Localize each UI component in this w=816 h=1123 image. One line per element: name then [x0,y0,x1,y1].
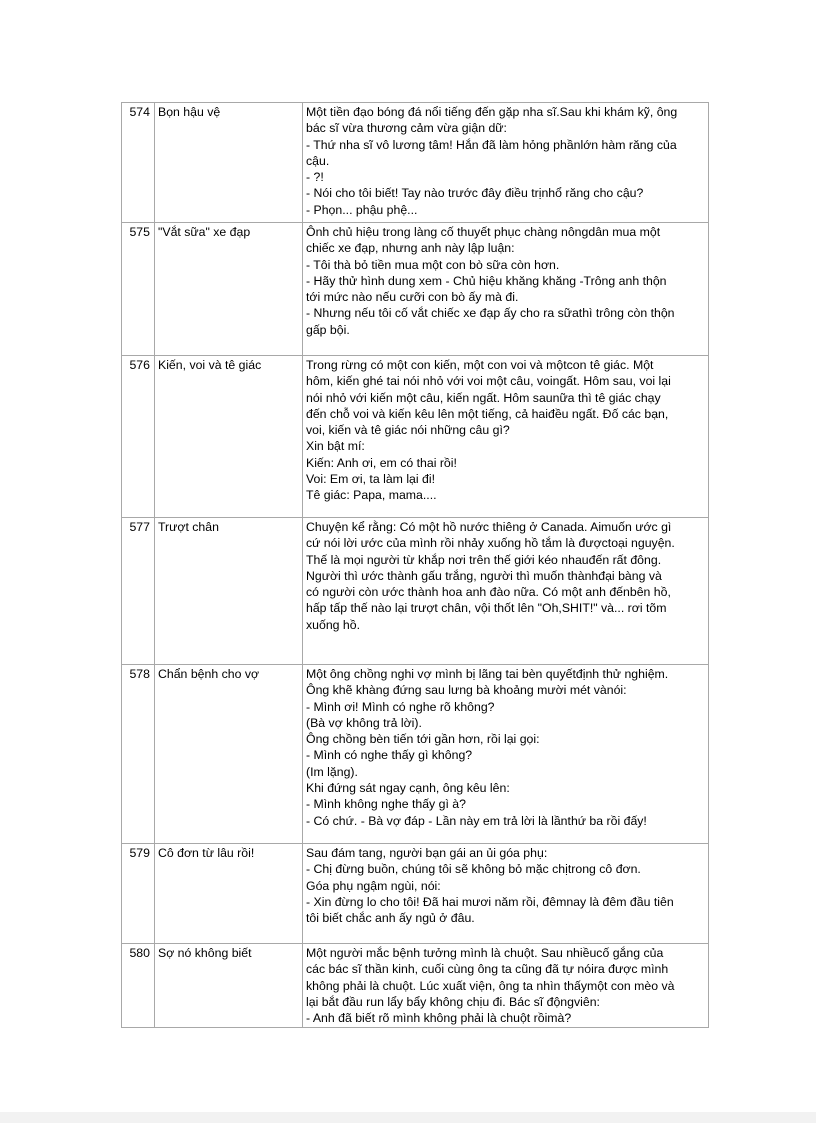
body-line: Ônh chủ hiệu trong làng cố thuyết phục chàng nôngdân mua một [306,225,661,239]
body-line: - Nói cho tôi biết! Tay nào trước đây điều trịnhổ răng cho cậu? [306,186,644,201]
entry-title: Chẩn bệnh cho vợ [155,665,303,844]
entry-title: Sợ nó không biết [155,944,303,1028]
entry-title: "Vắt sữa" xe đạp [155,223,303,356]
table-row [122,223,709,356]
entry-number: 579 [122,844,155,944]
body-line: Khi đứng sát ngay cạnh, ông kêu lên: [306,781,510,796]
body-line: - Thứ nha sĩ vô lương tâm! Hắn đã làm hỏng phầnlớn hàm răng của [306,137,677,152]
body-line: không phải là chuột. Lúc xuất viện, ông ta nhìn thấymột con mèo và [306,978,675,993]
body-line: lại bắt đầu run lẩy bẩy không chịu đi. Bác sĩ độngviên: [306,994,600,1009]
jokes-table [121,102,709,1028]
table-body [122,103,709,1028]
body-line: chiếc xe đạp, nhưng anh này lập luận: [306,241,515,256]
body-line: - Phọn... phậu phệ... [306,202,418,217]
body-line: Thế là mọi người từ khắp nơi trên thế giới kéo nhauđến rất đông. [306,552,662,567]
body-line: đến chỗ voi và kiến kêu lên một tiếng, cả haiđều ngất. Đố các bạn, [306,406,669,421]
body-line: - Hãy thử hình dung xem - Chủ hiệu khăng khăng -Trông anh thộn [306,273,667,288]
body-line: (Bà vợ không trả lời). [306,715,422,730]
entry-body [303,844,709,944]
body-line: xuống hồ. [306,617,361,632]
page-bottom-edge [0,1112,816,1123]
body-line: Xin bật mí: [306,439,365,454]
entry-number: 575 [122,223,155,356]
body-line: - Chị đừng buồn, chúng tôi sẽ không bỏ mặc chịtrong cô đơn. [306,862,641,877]
entry-body [303,356,709,518]
body-line: - Mình không nghe thấy gì à? [306,797,466,812]
body-line: - Xin đừng lo cho tôi! Đã hai mươi năm rồi, đêmnay là đêm đầu tiên [306,894,674,909]
entry-body [303,665,709,844]
body-line: - Anh đã biết rõ mình không phải là chuột rồimà? [306,1011,572,1026]
table-row [122,844,709,944]
body-line: Ông khẽ khàng đứng sau lưng bà khoảng mười mét vànói: [306,683,627,698]
body-line: Chuyện kể rằng: Có một hồ nước thiêng ở Canada. Aimuốn ước gì [306,520,672,534]
body-line: Một người mắc bệnh tưởng mình là chuột. Sau nhiềucố gắng của [306,946,664,960]
table-row [122,665,709,844]
body-line: hấp tấp thế nào lại trượt chân, vội thốt lên "Oh,SHIT!" và... rơi tõm [306,601,667,616]
body-line: Người thì ước thành gấu trắng, người thì muốn thànhđại bàng và [306,568,662,583]
body-line: Một ông chồng nghi vợ mình bị lãng tai bèn quyếtđịnh thử nghiệm. [306,667,669,681]
entry-title: Kiến, voi và tê giác [155,356,303,518]
entry-body [303,223,709,356]
body-line: - ?! [306,170,324,185]
entry-body [303,518,709,665]
body-line: - Mình có nghe thấy gì không? [306,748,473,763]
body-line: voi, kiến và tê giác nói những câu gì? [306,423,510,438]
entry-body [303,944,709,1028]
table-row [122,518,709,665]
body-line: cứ nói lời ước của mình rồi nhảy xuống hồ tắm là đượctoại nguyện. [306,536,675,551]
body-line: hôm, kiến ghé tai nói nhỏ với voi một câu, voingất. Hôm sau, voi lại [306,374,671,389]
entry-title: Cô đơn từ lâu rồi! [155,844,303,944]
entry-body [303,103,709,223]
table-row [122,103,709,223]
body-line: gấp bội. [306,322,350,337]
body-line: Một tiền đạo bóng đá nổi tiếng đến gặp nha sĩ.Sau khi khám kỹ, ông [306,105,678,119]
body-line: tôi biết chắc anh ấy ngủ ở đâu. [306,911,475,926]
body-line: Kiến: Anh ơi, em có thai rồi! [306,455,457,470]
entry-number: 577 [122,518,155,665]
body-line: Ông chồng bèn tiến tới gần hơn, rồi lại gọi: [306,732,540,747]
body-line: Sau đám tang, người bạn gái an ủi góa phụ: [306,846,548,860]
entry-title: Bọn hậu vệ [155,103,303,223]
entry-number: 580 [122,944,155,1028]
entry-title: Trượt chân [155,518,303,665]
body-line: có người còn ước thành hoa anh đào nữa. Có một anh đếnbên hồ, [306,585,671,600]
body-line: - Mình ơi! Mình có nghe rõ không? [306,699,495,714]
entry-number: 576 [122,356,155,518]
body-line: Voi: Em ơi, ta làm lại đi! [306,472,436,487]
body-line: Góa phụ ngậm ngùi, nói: [306,878,441,893]
body-line: Trong rừng có một con kiến, một con voi và mộtcon tê giác. Một [306,358,654,372]
table-row [122,944,709,1028]
body-line: tới mức nào nếu cưỡi con bò ấy mà đi. [306,290,519,305]
body-line: bác sĩ vừa thương cảm vừa giận dữ: [306,121,507,136]
entry-number: 578 [122,665,155,844]
entry-number: 574 [122,103,155,223]
body-line: nói nhỏ với kiến một câu, kiến ngất. Hôm saunữa thì tê giác chạy [306,390,661,405]
body-line: - Có chứ. - Bà vợ đáp - Lần này em trả lời là lầnthứ ba rồi đấy! [306,813,647,828]
body-line: cậu. [306,153,330,168]
body-line: (Im lặng). [306,764,358,779]
body-line: - Nhưng nếu tôi cố vắt chiếc xe đạp ấy cho ra sữathì trông còn thộn [306,306,675,321]
body-line: - Tôi thà bỏ tiền mua một con bò sữa còn hơn. [306,257,560,272]
table-row [122,356,709,518]
body-line: Tê giác: Papa, mama.... [306,488,437,503]
body-line: các bác sĩ thần kinh, cuối cùng ông ta cũng đã tự nóira được mình [306,962,669,977]
